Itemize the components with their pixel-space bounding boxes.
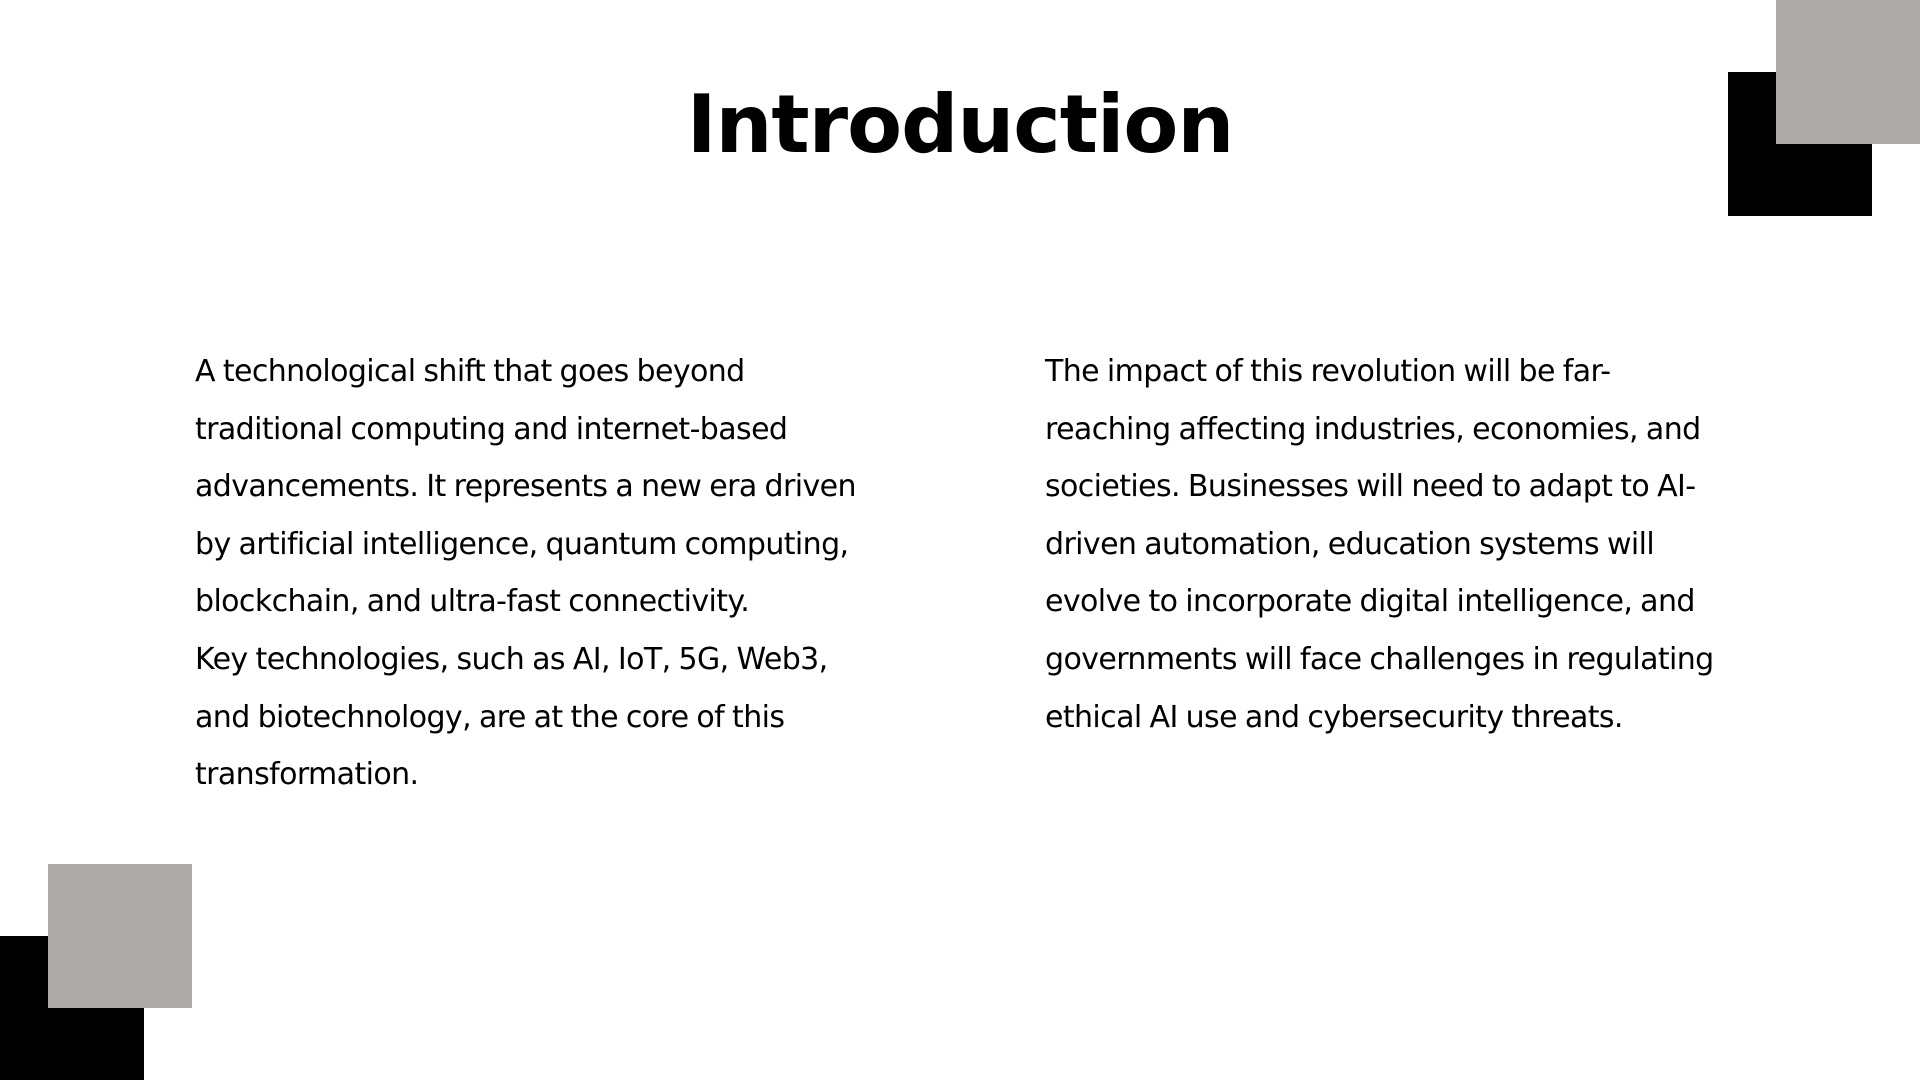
right-paragraph-1: The impact of this revolution will be far-reaching affecting industries, economies, and societies. Businesses will need to adapt to AI-driven automation, education systems will evolve to incorporate digital intelligence, and governments will face challenges in regulating ethical AI use and cybersecurity threats.: [1045, 354, 1714, 735]
left-text-column: [195, 343, 885, 804]
left-paragraph-2: Key technologies, such as AI, IoT, 5G, Web3, and biotechnology, are at the core of this transformation.: [195, 641, 828, 793]
slide-title: Introduction: [686, 78, 1234, 171]
corner-square-gray-bottom-left: [48, 864, 192, 1008]
left-paragraph-1: A technological shift that goes beyond traditional computing and internet-based advancements. It represents a new era driven by artificial intelligence, quantum computing, blockchain, and ultra-fast connectivity.: [195, 354, 856, 620]
right-text-column: [1045, 343, 1735, 746]
